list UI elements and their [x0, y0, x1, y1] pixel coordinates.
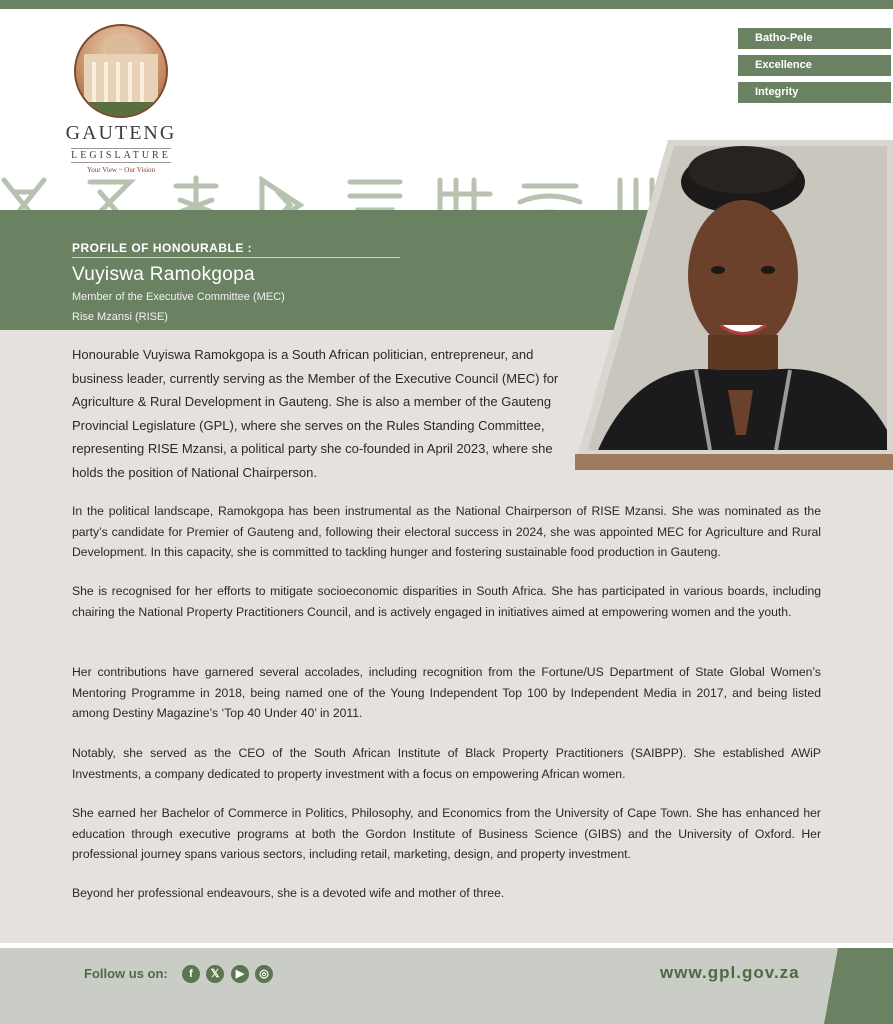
bio-paragraph-5: She earned her Bachelor of Commerce in Politics, Philosophy, and Economics from the University of Cape Town. She has enhanced her education through executive programs at both the Gordon Institute of Business Science (GIBS) and the University of Oxford. Her professional journey spans various sectors, including retail, marketing, design, and property investment.: [72, 806, 821, 861]
value-integrity: Integrity: [738, 82, 891, 103]
footer-corner-accent: [824, 948, 893, 1024]
logo-subtitle: LEGISLATURE: [71, 150, 171, 161]
logo-name: GAUTENG: [65, 122, 177, 144]
intro-paragraph: Honourable Vuyiswa Ramokgopa is a South African politician, entrepreneur, and business leader, currently serving as the Member of the Executive Council (MEC) for Agriculture & Rural Development in Gauteng. She is also a member of the Gauteng Provincial Legislature (GPL), where she serves on the Rules Standing Committee, representing RISE Mzansi, a political party she co-founded in April 2023, where she holds the position of National Chairperson.: [72, 347, 559, 480]
instagram-icon[interactable]: ◎: [255, 965, 273, 983]
bio-paragraph-3: Her contributions have garnered several accolades, including recognition from the Fortune/US Department of State Global Women’s Mentoring Programme in 2018, being named one of the Young Independent Top 100 by Independent Media in 2017, and being listed among Destiny Magazine’s ‘Top 40 Under 40’ in 2011.: [72, 665, 821, 720]
youtube-icon[interactable]: ▶: [231, 965, 249, 983]
profile-name: Vuyiswa Ramokgopa: [72, 264, 255, 285]
profile-party: Rise Mzansi (RISE): [72, 311, 168, 323]
legislature-building-emblem: [74, 24, 168, 118]
values-list: [738, 28, 891, 109]
profile-divider: [72, 257, 400, 258]
value-batho-pele: Batho-Pele: [738, 28, 891, 49]
bio-paragraph-6: Beyond her professional endeavours, she is a devoted wife and mother of three.: [72, 886, 505, 900]
website-link[interactable]: www.gpl.gov.za: [660, 963, 800, 982]
photo-shadow-bar: [575, 454, 893, 470]
gauteng-legislature-logo[interactable]: [60, 24, 182, 174]
facebook-icon[interactable]: f: [182, 965, 200, 983]
profile-label: PROFILE OF HONOURABLE :: [72, 241, 253, 255]
follow-us-label: Follow us on:: [84, 966, 168, 981]
bio-paragraph-4: Notably, she served as the CEO of the South African Institute of Black Property Practitioners (SAIBPP). She established AWiP Investments, a company dedicated to property investment with a focus on empowering African women.: [72, 746, 821, 781]
profile-role: Member of the Executive Committee (MEC): [72, 291, 285, 303]
bio-paragraph-2: She is recognised for her efforts to mitigate socioeconomic disparities in South Africa. She has participated in various boards, including chairing the National Property Practitioners Council, and is actively engaged in initiatives aimed at empowering women and the youth.: [72, 584, 821, 619]
profile-photo: [578, 140, 893, 454]
value-excellence: Excellence: [738, 55, 891, 76]
top-bar: [0, 0, 893, 9]
x-icon[interactable]: 𝕏: [206, 965, 224, 983]
bio-paragraph-1: In the political landscape, Ramokgopa has been instrumental as the National Chairperson of RISE Mzansi. She was nominated as the party’s candidate for Premier of Gauteng and, following their electoral success in 2024, she was appointed MEC for Agriculture and Rural Development. In this capacity, she is committed to tackling hunger and fostering sustainable food production in Gauteng.: [72, 504, 821, 559]
logo-tagline: Your View ~ Our Vision: [86, 166, 156, 174]
footer: [0, 948, 893, 1024]
